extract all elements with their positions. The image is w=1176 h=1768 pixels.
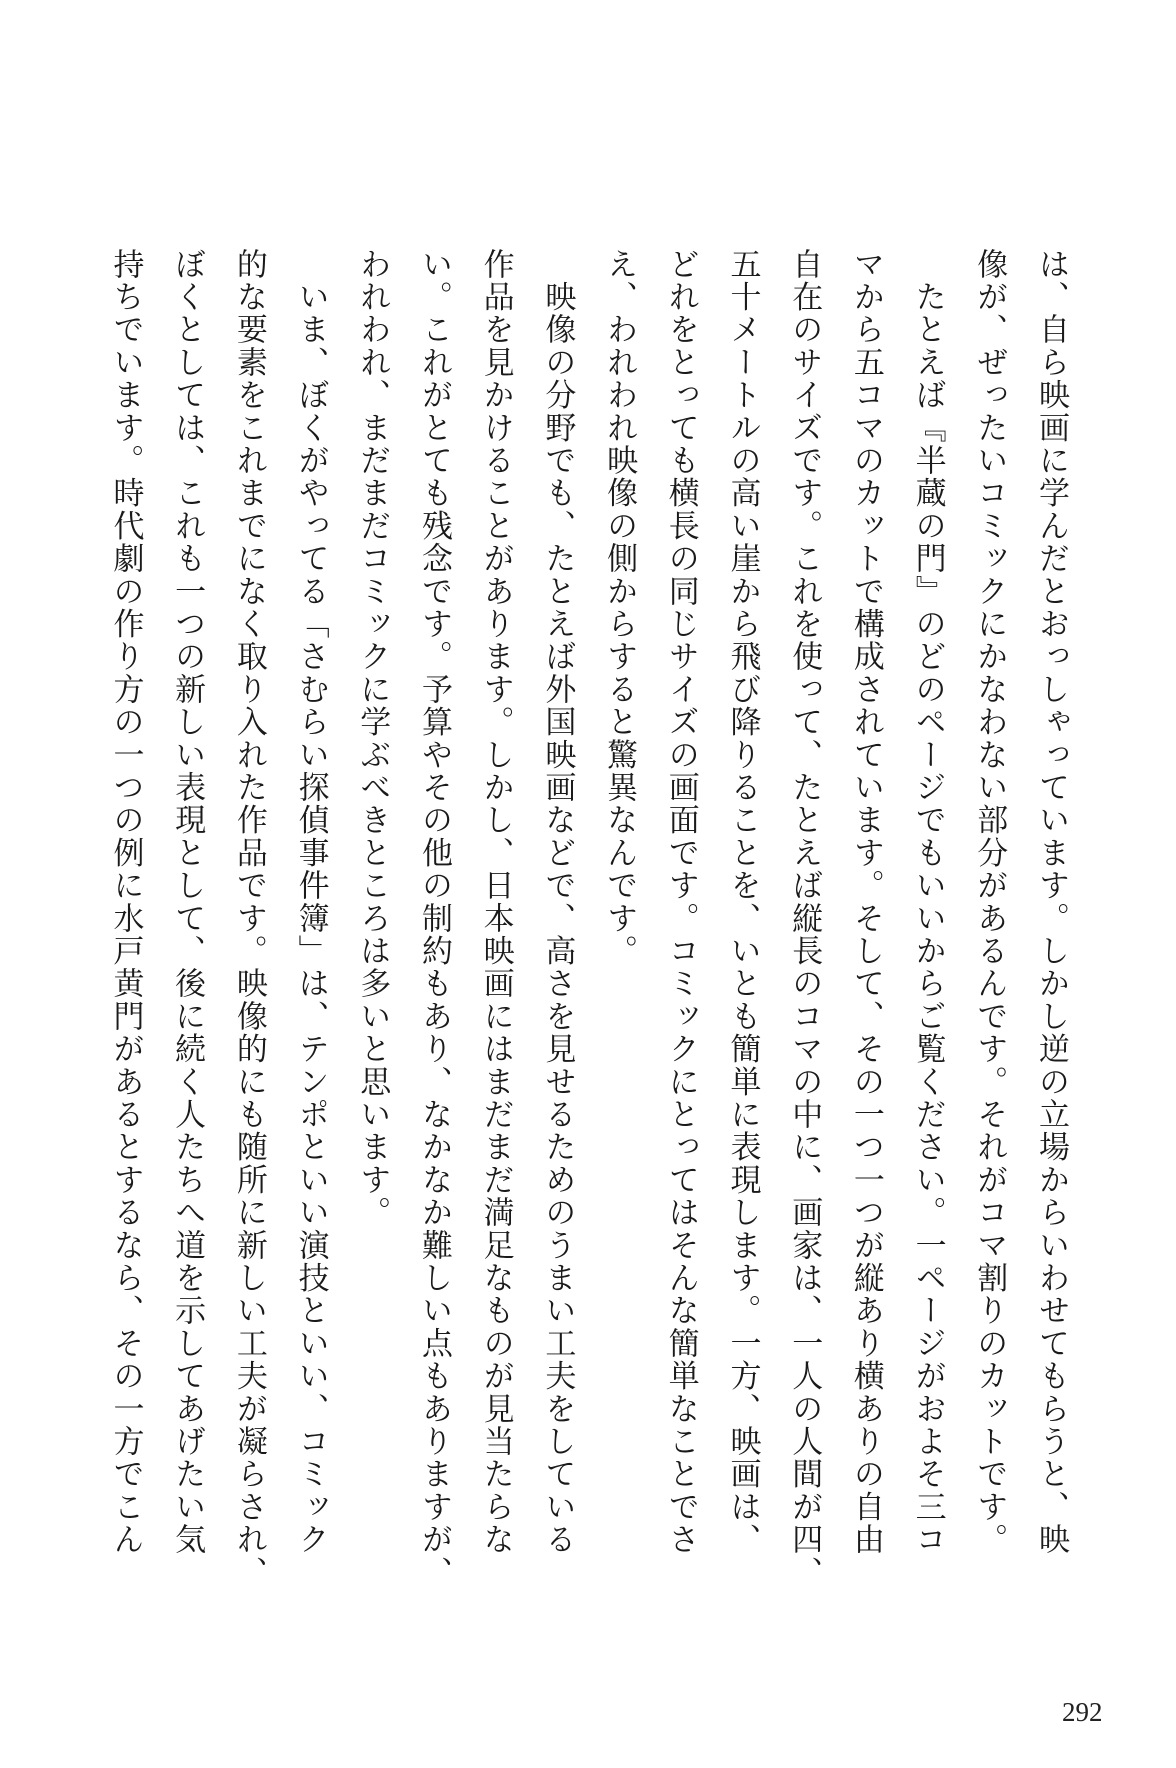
- text-line: いま、ぼくがやってる「さむらい探偵事件簿」は、テンポといい演技といい、コミック: [292, 248, 329, 1556]
- text-line: 持ちでいます。時代劇の作り方の一つの例に水戸黄門があるとするなら、その一方でこん: [107, 248, 144, 1556]
- text-line: ぼくとしては、これも一つの新しい表現として、後に続く人たちへ道を示してあげたい気: [169, 248, 206, 1556]
- text-line: どれをとっても横長の同じサイズの画面です。コミックにとってはそんな簡単なことでさ: [662, 248, 699, 1556]
- text-line: え、われわれ映像の側からすると驚異なんです。: [601, 248, 638, 968]
- text-line: 的な要素をこれまでになく取り入れた作品です。映像的にも随所に新しい工夫が凝らされ、: [230, 248, 267, 1589]
- text-line: われわれ、まだまだコミックに学ぶべきところは多いと思います。: [354, 248, 391, 1229]
- text-line: 自在のサイズです。これを使って、たとえば縦長のコマの中に、画家は、一人の人間が四、: [786, 248, 823, 1589]
- page-number: 292: [1062, 1697, 1103, 1727]
- text-line: い。これがとても残念です。予算やその他の制約もあり、なかなか難しい点もありますが、: [415, 248, 452, 1589]
- text-line: 像が、ぜったいコミックにかなわない部分があるんです。それがコマ割りのカットです。: [971, 248, 1008, 1556]
- text-line: たとえば『半蔵の門』のどのページでもいいからご覧ください。一ページがおよそ三コ: [909, 248, 946, 1556]
- body-text: [94, 248, 1081, 1589]
- text-line: 作品を見かけることがあります。しかし、日本映画にはまだまだ満足なものが見当たらな: [477, 248, 514, 1556]
- text-line: は、自ら映画に学んだとおっしゃっています。しかし逆の立場からいわせてもらうと、映: [1033, 248, 1069, 1556]
- text-line: 映像の分野でも、たとえば外国映画などで、高さを見せるためのうまい工夫をしている: [539, 248, 576, 1556]
- text-line: マから五コマのカットで構成されています。そして、その一つ一つが縦あり横ありの自由: [847, 248, 884, 1556]
- text-line: 五十メートルの高い崖から飛び降りることを、いとも簡単に表現します。一方、映画は、: [724, 248, 761, 1556]
